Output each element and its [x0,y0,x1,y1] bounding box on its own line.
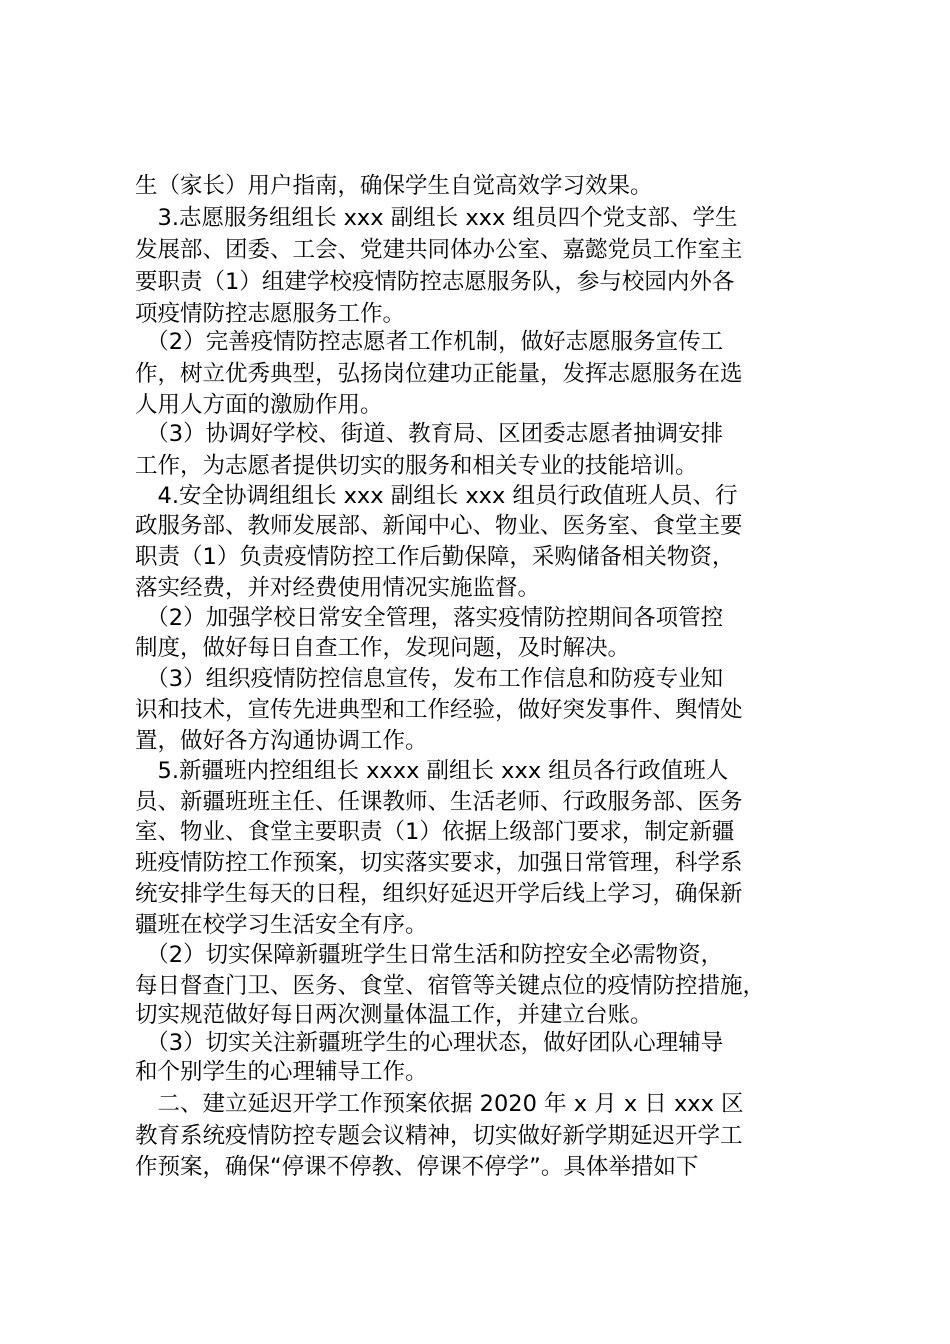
text-line: 和个别学生的心理辅导工作。 [135,1059,428,1085]
text-line: 每日督查门卫、医务、食堂、宿管等关键点位的疫情防控措施， [135,973,766,999]
text-line: 生（家长）用户指南，确保学生自觉高效学习效果。 [135,173,653,199]
text-line: 作，树立优秀典型，弘扬岗位建功正能量，发挥志愿服务在选 [135,361,743,387]
text-line: 3.志愿服务组组长 xxx 副组长 xxx 组员四个党支部、学生 [135,205,738,231]
text-line: 发展部、团委、工会、党建共同体办公室、嘉懿党员工作室主 [135,237,743,263]
text-line: 切实规范做好每日两次测量体温工作，并建立台账。 [135,1002,653,1028]
text-line: （3）协调好学校、街道、教育局、区团委志愿者抽调安排 [135,421,724,447]
text-line: 识和技术，宣传先进典型和工作经验，做好突发事件、舆情处 [135,697,743,723]
text-line: （2）加强学校日常安全管理，落实疫情防控期间各项管控 [135,605,724,631]
text-line: （3）组织疫情防控信息宣传，发布工作信息和防疫专业知 [135,666,724,692]
text-line: 二、建立延迟开学工作预案依据 2020 年 x 月 x 日 xxx 区 [135,1091,744,1117]
text-line: 教育系统疫情防控专题会议精神，切实做好新学期延迟开学工 [135,1123,743,1149]
text-line: 作预案，确保“停课不停教、停课不停学”。具体举措如下 [135,1154,699,1180]
text-line: 落实经费，并对经费使用情况实施监督。 [135,575,541,601]
text-line: 职责（1）负责疫情防控工作后勤保障，采购储备相关物资， [135,544,735,570]
text-line: 班疫情防控工作预案，切实落实要求，加强日常管理，科学系 [135,850,743,876]
text-line: 4.安全协调组组长 xxx 副组长 xxx 组员行政值班人员、行 [135,483,738,509]
text-line: 政服务部、教师发展部、新闻中心、物业、医务室、食堂主要 [135,513,743,539]
text-line: 5.新疆班内控组组长 xxxx 副组长 xxx 组员各行政值班人 [135,758,729,784]
text-line: 员、新疆班班主任、任课教师、生活老师、行政服务部、医务 [135,789,743,815]
text-line: 要职责（1）组建学校疫情防控志愿服务队，参与校园内外各 [135,269,735,295]
text-line: （3）切实关注新疆班学生的心理状态，做好团队心理辅导 [135,1030,724,1056]
text-line: （2）完善疫情防控志愿者工作机制，做好志愿服务宣传工 [135,329,724,355]
text-line: 置，做好各方沟通协调工作。 [135,728,428,754]
text-line: 统安排学生每天的日程，组织好延迟开学后线上学习，确保新 [135,881,743,907]
text-line: 人用人方面的激励作用。 [135,392,383,418]
text-line: 疆班在校学习生活安全有序。 [135,912,428,938]
text-line: 室、物业、食堂主要职责（1）依据上级部门要求，制定新疆 [135,819,735,845]
text-line: 项疫情防控志愿服务工作。 [135,301,406,327]
text-line: （2）切实保障新疆班学生日常生活和防控安全必需物资， [135,942,724,968]
text-line: 工作，为志愿者提供切实的服务和相关专业的技能培训。 [135,453,698,479]
text-line: 制度，做好每日自查工作，发现问题，及时解决。 [135,635,631,661]
